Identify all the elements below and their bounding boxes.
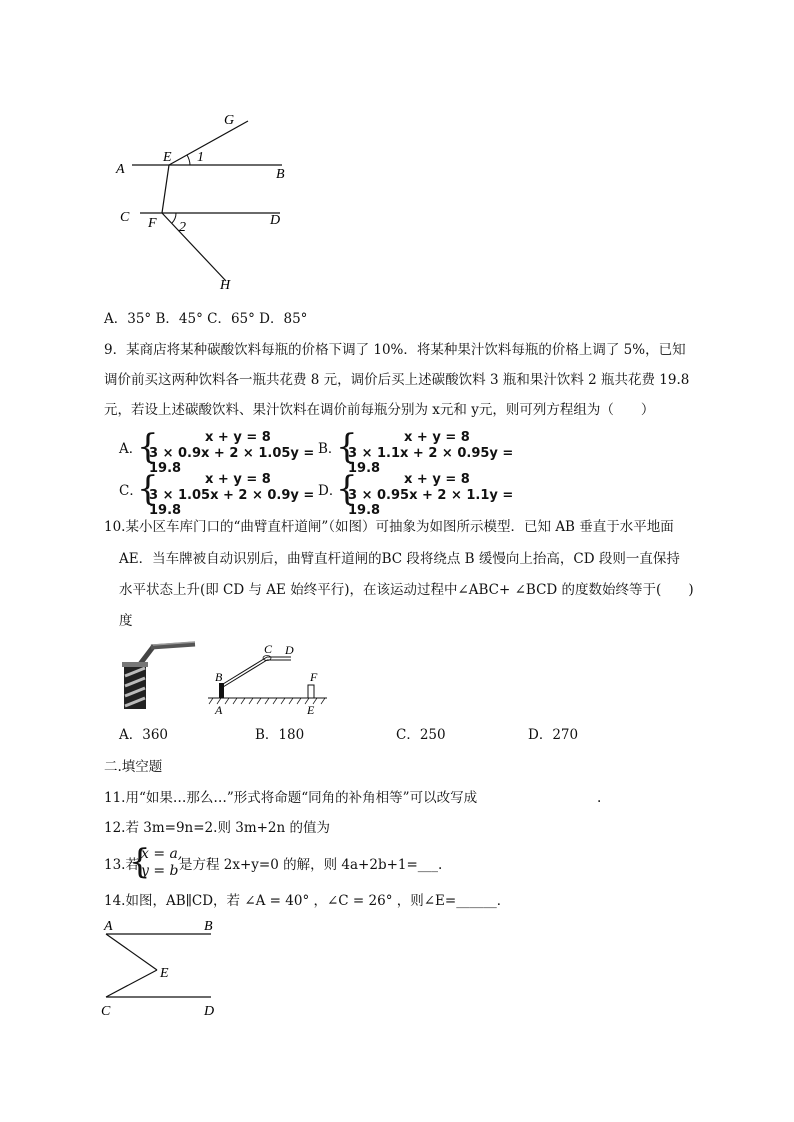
q8-options: A．35° B．45° C．65° D．85°	[104, 311, 308, 327]
label-b: B	[215, 670, 223, 684]
q10-line-2: AE．当车牌被自动识别后，曲臂直杆道闸的BC 段将绕点 B 缓慢向上抬高，CD 段则一直保持	[119, 551, 680, 567]
label-e: E	[163, 150, 172, 165]
q11-end: .	[597, 790, 602, 806]
arm-bc	[223, 657, 267, 684]
brace-icon: {	[336, 469, 358, 509]
label-c: C	[120, 210, 130, 225]
label-h: H	[220, 278, 231, 293]
q13-eq1: x = a,	[141, 846, 183, 862]
label-d: D	[270, 213, 281, 228]
label-a: A	[116, 162, 125, 177]
brace-icon: {	[137, 427, 159, 467]
equation-2: 3 × 0.9x + 2 × 1.05y = 19.8	[149, 446, 315, 476]
label-f: F	[310, 670, 318, 684]
q10-line-1: 10.某小区车库门口的“曲臂直杆道闸”（如图）可抽象为如图所示模型．已知 AB 垂直于水平地面	[104, 519, 674, 535]
brace-icon: {	[129, 842, 151, 882]
brace-icon: {	[137, 469, 159, 509]
label-f: F	[148, 216, 157, 231]
equation-1: x + y = 8	[404, 430, 470, 445]
segment-ce	[106, 970, 157, 997]
label-c: C	[101, 1004, 111, 1019]
equation-2: 3 × 1.1x + 2 × 0.95y = 19.8	[348, 446, 514, 476]
barrier-gate-illustration	[115, 638, 200, 713]
equation-2: 3 × 0.95x + 2 × 1.1y = 19.8	[348, 488, 514, 518]
q11-text: 11.用“如果…那么…”形式将命题“同角的补角相等”可以改写成	[104, 790, 478, 806]
q9-option-b	[318, 427, 528, 476]
equation-1: x + y = 8	[205, 472, 271, 487]
option-letter: C．	[119, 483, 143, 499]
label-d: D	[204, 1004, 215, 1019]
q13-prefix: 13.若	[104, 857, 139, 873]
angle-1-arc	[187, 155, 190, 165]
q13-suffix: 是方程 2x+y=0 的解，则 4a+2b+1=___.	[179, 857, 443, 873]
q9-option-d	[318, 469, 528, 518]
q13-eq2: y = b	[141, 863, 179, 879]
figure-parallel-lines-transversal	[110, 105, 310, 300]
q10-option-b: B．180	[255, 727, 305, 743]
label-d: D	[285, 643, 294, 657]
q10-option-c: C．250	[396, 727, 446, 743]
label-a: A	[215, 703, 223, 717]
q9-line-1: 9．某商店将某种碳酸饮料每瓶的价格下调了 10%．将某种果汁饮料每瓶的价格上调了 5%，已知	[104, 342, 686, 358]
q10-option-d: D．270	[528, 727, 579, 743]
equation-1: x + y = 8	[404, 472, 470, 487]
q9-option-a	[119, 427, 319, 476]
ray-eg	[169, 121, 248, 165]
ray-fh	[162, 213, 226, 281]
q13	[104, 842, 464, 883]
gate-post-top	[122, 662, 148, 667]
option-letter: A．	[119, 441, 143, 457]
q12-text: 12.若 3m=9n=2.则 3m+2n 的值为	[104, 820, 331, 836]
label-b: B	[276, 167, 285, 182]
segment-ef	[162, 165, 169, 213]
equation-2: 3 × 1.05x + 2 × 0.9y = 19.8	[149, 488, 315, 518]
post-ab	[219, 683, 224, 698]
option-letter: D．	[318, 483, 343, 499]
angle-2-arc	[172, 213, 176, 223]
label-e: E	[307, 703, 315, 717]
segment-ae	[106, 934, 157, 970]
post-f	[308, 685, 314, 698]
label-a: A	[104, 919, 113, 934]
option-letter: B．	[318, 441, 342, 457]
q10-line-3: 水平状态上升(即 CD 与 AE 始终平行)，在该运动过程中∠ABC+ ∠BCD 的度数始终等于( )	[119, 582, 694, 598]
label-b: B	[204, 919, 213, 934]
section-title-fill-in: 二.填空题	[104, 759, 163, 775]
label-g: G	[224, 113, 235, 128]
barrier-gate-model	[205, 638, 335, 718]
equation-1: x + y = 8	[205, 430, 271, 445]
q9-line-2: 调价前买这两种饮料各一瓶共花费 8 元，调价后买上述碳酸饮料 3 瓶和果汁饮料 2 瓶共花费 19.8	[104, 372, 690, 388]
label-c: C	[264, 642, 273, 656]
q9-option-c	[119, 469, 319, 518]
brace-icon: {	[336, 427, 358, 467]
label-e: E	[160, 966, 169, 981]
q10-line-4: 度	[119, 613, 133, 629]
figure-ab-parallel-cd	[96, 914, 231, 1024]
label-1: 1	[197, 150, 204, 165]
q14-text: 14.如图，AB∥CD，若 ∠A = 40° ，∠C = 26° ，则∠E=______．	[104, 893, 511, 909]
arm-bc-2	[223, 660, 267, 687]
label-2: 2	[179, 220, 186, 235]
q9-line-3: 元，若设上述碳酸饮料、果汁饮料在调价前每瓶分别为 x元和 y元，则可列方程组为（ ）	[104, 402, 655, 418]
q10-option-a: A．360	[119, 727, 169, 743]
